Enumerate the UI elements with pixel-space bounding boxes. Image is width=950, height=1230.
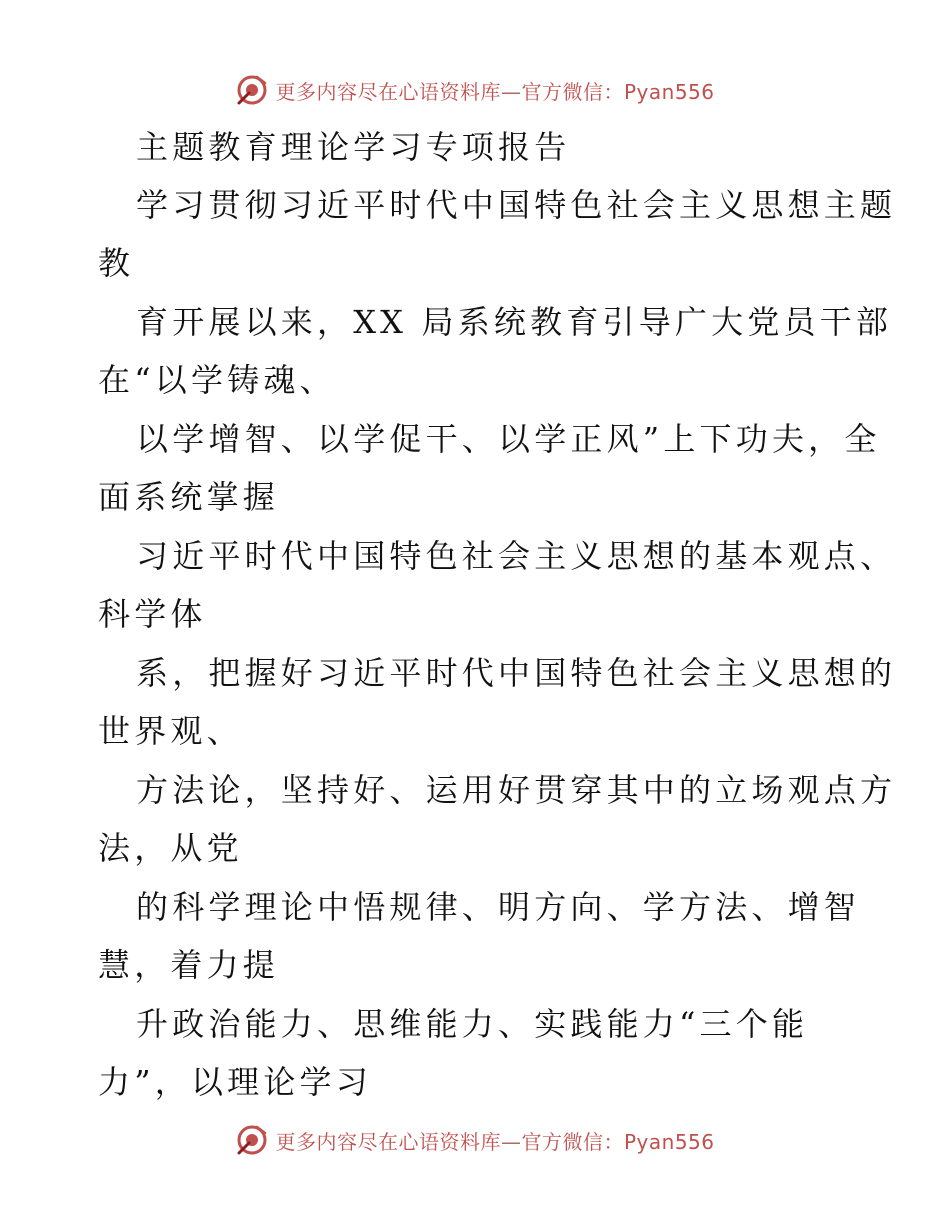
header-contact-id: Pyan556 <box>623 79 715 104</box>
stamp-logo-icon <box>235 73 269 107</box>
footer-contact-label: 官方微信： <box>521 1129 624 1154</box>
text-line: 系，把握好习近平时代中国特色社会主义思想的 <box>136 654 897 692</box>
header-banner-inner <box>235 73 714 107</box>
footer-contact-id: Pyan556 <box>623 1129 715 1154</box>
stamp-logo-icon <box>235 1123 269 1157</box>
footer-banner-title: 更多内容尽在心语资料库 <box>275 1129 501 1154</box>
text-line: 学习贯彻习近平时代中国特色社会主义思想主题 <box>136 186 897 224</box>
text-line: 以学增智、以学促干、以学正风”上下功夫，全 <box>136 420 881 458</box>
header-banner-dash: — <box>500 79 522 104</box>
footer-banner-dash: — <box>500 1129 522 1154</box>
text-line: 慧，着力提 <box>98 946 280 984</box>
document-title: 主题教育理论学习专项报告 <box>136 128 571 166</box>
footer-banner <box>0 1120 950 1160</box>
header-contact-label: 官方微信： <box>521 79 624 104</box>
text-line: 法，从党 <box>98 829 243 867</box>
header-banner-text <box>275 76 714 105</box>
text-line: 育开展以来，XX 局系统教育引导广大党员干部 <box>136 303 893 341</box>
text-line: 力”，以理论学习 <box>98 1063 372 1101</box>
footer-banner-inner <box>235 1123 714 1157</box>
header-banner-title: 更多内容尽在心语资料库 <box>275 79 501 104</box>
text-line: 面系统掌握 <box>98 478 280 516</box>
header-banner <box>0 70 950 110</box>
text-line: 方法论，坚持好、运用好贯穿其中的立场观点方 <box>136 771 897 809</box>
text-line: 习近平时代中国特色社会主义思想的基本观点、 <box>136 537 897 575</box>
text-line: 科学体 <box>98 595 207 633</box>
footer-banner-text <box>275 1126 714 1155</box>
text-line: 升政治能力、思维能力、实践能力“三个能 <box>136 1005 809 1043</box>
text-line: 在“以学铸魂、 <box>98 361 336 399</box>
text-line: 教 <box>98 244 135 282</box>
text-line: 世界观、 <box>98 712 243 750</box>
text-line: 的科学理论中悟规律、明方向、学方法、增智 <box>136 888 861 926</box>
